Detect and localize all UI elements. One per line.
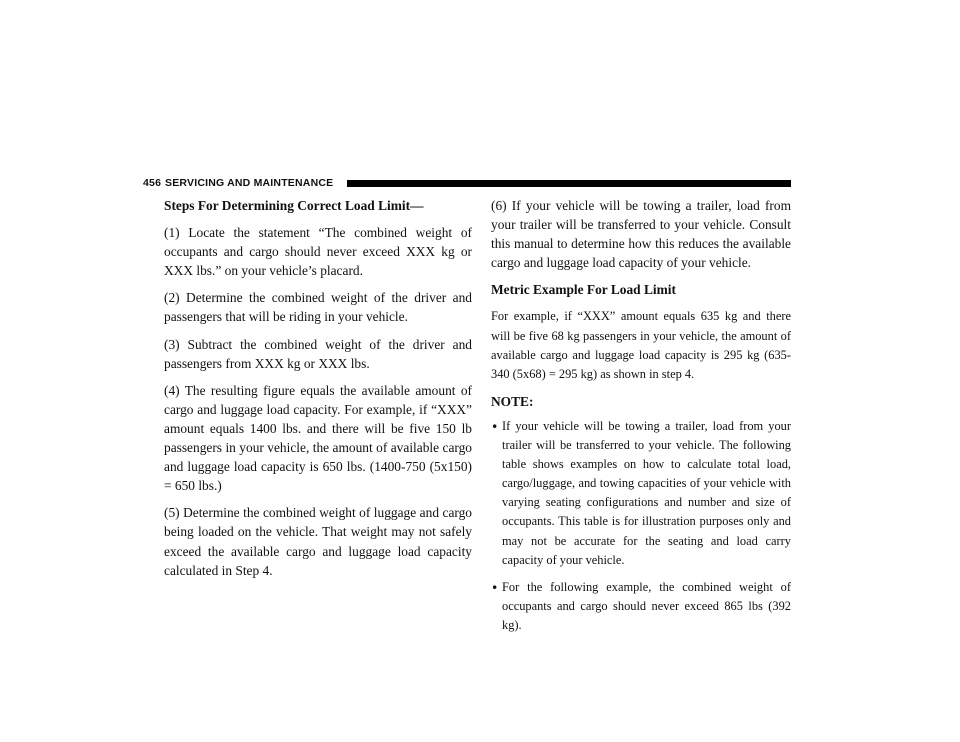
note-label: NOTE:	[491, 393, 534, 409]
step-2: (2) Determine the combined weight of the driver and passengers that will be riding in your vehicle.	[164, 290, 472, 325]
note-bullet-item	[491, 578, 791, 635]
note-bullet-text: If your vehicle will be towing a trailer, load from your trailer will be transferred to your vehicle. The following table shows examples on how to calculate total load, cargo/luggage, and towing capacities of your vehicle with varying seating configurations and number and size of occupants. This table is for illustration purposes only and may not be accurate for the seating and load carry capacity of your vehicle.	[502, 418, 791, 567]
page-number: 456	[143, 177, 162, 189]
step-1: (1) Locate the statement “The combined weight of occupants and cargo should never exceed XXX kg or XXX lbs.” on your vehicle’s placard.	[164, 225, 472, 279]
metric-example-text: For example, if “XXX” amount equals 635 kg and there will be five 68 kg passengers in your vehicle, the amount of available cargo and luggage load capacity is 295 kg (635-340 (5x68) = 295 kg) as shown in step 4.	[491, 309, 791, 381]
header-rule	[347, 180, 791, 187]
step-6: (6) If your vehicle will be towing a trailer, load from your trailer will be transferred to your vehicle. Consult this manual to determine how this reduces the available cargo and luggage load capacity of your vehicle.	[491, 198, 791, 271]
step-3: (3) Subtract the combined weight of the driver and passengers from XXX kg or XXX lbs.	[164, 336, 472, 371]
left-column	[164, 196, 472, 588]
note-bullets	[491, 417, 791, 635]
right-column	[491, 196, 791, 643]
section-title: SERVICING AND MAINTENANCE	[165, 177, 334, 189]
step-4: (4) The resulting figure equals the available amount of cargo and luggage load capacity. For example, if “XXX” amount equals 1400 lbs. and there will be five 150 lb passengers in your vehicle, the amount of available cargo and luggage load capacity is 650 lbs. (1400-750 (5x150) = 650 lbs.)	[164, 382, 472, 494]
metric-example-heading: Metric Example For Load Limit	[491, 282, 676, 298]
note-bullet-text: For the following example, the combined weight of occupants and cargo should never exceed 865 lbs (392 kg).	[502, 579, 791, 632]
bullet-icon: •	[491, 579, 499, 595]
bullet-icon: •	[491, 418, 499, 434]
note-bullet-item	[491, 417, 791, 570]
load-limit-heading: Steps For Determining Correct Load Limit—	[164, 198, 424, 213]
page-header	[143, 177, 791, 190]
step-5: (5) Determine the combined weight of luggage and cargo being loaded on the vehicle. That weight may not safely exceed the available cargo and luggage load capacity calculated in Step 4.	[164, 505, 472, 578]
